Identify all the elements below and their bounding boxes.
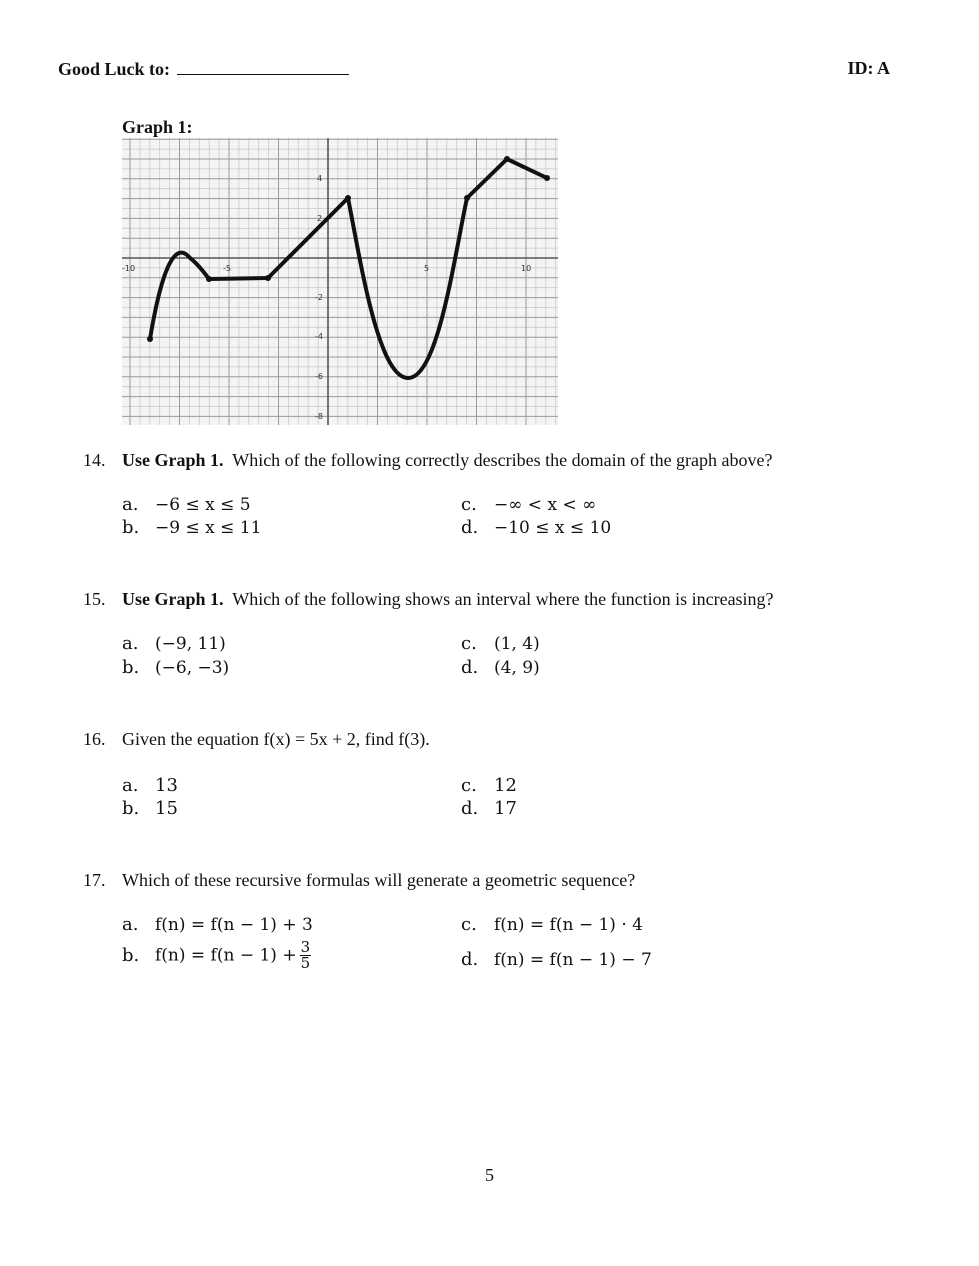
fraction xyxy=(300,940,312,971)
option-text: 12 xyxy=(494,775,517,796)
question-number: 16. xyxy=(83,729,106,749)
option-17a[interactable] xyxy=(122,914,313,935)
student-name-label xyxy=(58,58,349,80)
option-14a[interactable] xyxy=(122,494,251,515)
question-body: Which of these recursive formulas will generate a geometric sequence? xyxy=(122,870,636,890)
x-tick-label: -5 xyxy=(223,264,231,273)
question-lead: Use Graph 1. xyxy=(122,450,224,470)
option-17b[interactable] xyxy=(122,940,311,971)
option-letter: b. xyxy=(122,517,140,538)
option-16b[interactable] xyxy=(122,798,178,819)
curve-endpoint xyxy=(147,336,153,342)
option-letter: a. xyxy=(122,633,139,654)
question-body: Which of the following shows an interval where the function is increasing? xyxy=(232,589,774,609)
curve-point xyxy=(464,195,470,201)
option-letter: a. xyxy=(122,494,139,515)
x-tick-label: 10 xyxy=(521,264,532,273)
option-16c[interactable] xyxy=(461,775,517,796)
question-body: Given the equation f(x) = 5x + 2, find f(3). xyxy=(122,729,430,749)
y-tick-label: -6 xyxy=(315,372,323,381)
test-id: ID: A xyxy=(847,58,890,78)
option-15b[interactable] xyxy=(122,657,229,678)
name-blank[interactable] xyxy=(177,58,349,75)
option-17c[interactable] xyxy=(461,914,643,935)
option-letter: b. xyxy=(122,657,140,678)
x-tick-label: 5 xyxy=(424,264,430,273)
option-letter: a. xyxy=(122,914,139,935)
question-text xyxy=(122,589,774,610)
graph-title: Graph 1: xyxy=(122,117,193,137)
question-number: 15. xyxy=(83,589,106,609)
page-number: 5 xyxy=(485,1165,494,1185)
option-text: f(n) = f(n − 1) − 7 xyxy=(494,950,652,970)
good-luck-label: Good Luck to: xyxy=(58,59,171,79)
option-17d[interactable] xyxy=(461,949,652,970)
option-letter: d. xyxy=(461,798,479,819)
graph-1 xyxy=(122,138,558,425)
option-15a[interactable] xyxy=(122,633,226,654)
option-text: f(n) = f(n − 1) · 4 xyxy=(494,915,643,935)
question-text xyxy=(122,450,773,471)
option-text: −6 ≤ x ≤ 5 xyxy=(155,495,251,515)
curve-point xyxy=(265,275,271,281)
option-14b[interactable] xyxy=(122,517,261,538)
x-tick-label: -10 xyxy=(122,264,136,273)
option-text: (4, 9) xyxy=(494,658,540,678)
option-letter: b. xyxy=(122,798,140,819)
curve-point xyxy=(504,156,510,162)
option-letter: d. xyxy=(461,949,479,970)
option-14d[interactable] xyxy=(461,517,611,538)
question-lead: Use Graph 1. xyxy=(122,589,224,609)
y-tick-label: -8 xyxy=(315,412,323,421)
option-letter: d. xyxy=(461,657,479,678)
option-14c[interactable] xyxy=(461,494,596,515)
option-text: 15 xyxy=(155,798,178,819)
option-text: −9 ≤ x ≤ 11 xyxy=(155,518,262,538)
curve-point xyxy=(345,195,351,201)
option-letter: b. xyxy=(122,944,140,966)
option-text: 17 xyxy=(494,798,517,819)
option-text: (1, 4) xyxy=(494,634,540,654)
option-letter: c. xyxy=(461,914,477,935)
curve-point xyxy=(206,276,212,282)
option-letter: c. xyxy=(461,633,477,654)
option-15d[interactable] xyxy=(461,657,540,678)
option-text: f(n) = f(n − 1) + xyxy=(155,945,297,966)
curve-endpoint xyxy=(544,175,550,181)
option-text: −∞ < x < ∞ xyxy=(494,495,597,515)
option-text: 13 xyxy=(155,775,178,796)
option-letter: d. xyxy=(461,517,479,538)
y-tick-label: 4 xyxy=(317,174,323,183)
option-letter: a. xyxy=(122,775,139,796)
y-tick-label: 2 xyxy=(317,214,323,223)
y-tick-label: -2 xyxy=(315,293,323,302)
option-letter: c. xyxy=(461,775,477,796)
option-16a[interactable] xyxy=(122,775,178,796)
question-number: 17. xyxy=(83,870,106,890)
question-number: 14. xyxy=(83,450,106,470)
fraction-numerator: 3 xyxy=(300,938,311,956)
option-letter: c. xyxy=(461,494,477,515)
option-15c[interactable] xyxy=(461,633,540,654)
fraction-denominator: 5 xyxy=(300,954,311,972)
option-text: (−6, −3) xyxy=(155,658,230,678)
option-text: −10 ≤ x ≤ 10 xyxy=(494,518,612,538)
question-body: Which of the following correctly describes the domain of the graph above? xyxy=(232,450,773,470)
option-16d[interactable] xyxy=(461,798,517,819)
option-text: f(n) = f(n − 1) + 3 xyxy=(155,915,313,935)
y-tick-label: -4 xyxy=(315,332,323,341)
option-text: (−9, 11) xyxy=(155,634,226,654)
